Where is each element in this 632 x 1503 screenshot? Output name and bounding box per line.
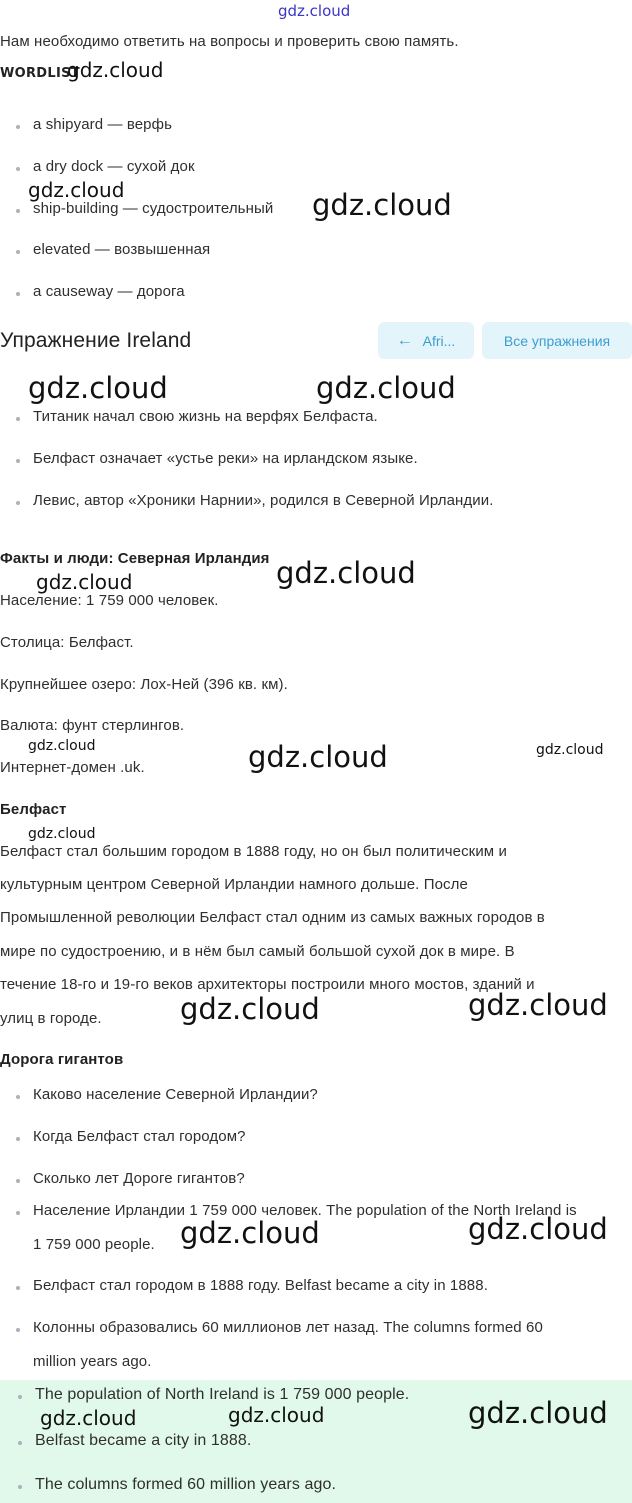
fact-item: Левис, автор «Хроники Нарнии», родился в Северной Ирландии. [33, 492, 494, 509]
watermark: gdz.cloud [248, 740, 388, 774]
question-item: Сколько лет Дороге гигантов? [33, 1170, 245, 1187]
prev-exercise-button[interactable] [378, 322, 474, 359]
watermark: gdz.cloud [468, 988, 608, 1022]
belfast-line: Белфаст стал большим городом в 1888 году, но он был политическим и [0, 843, 507, 860]
watermark: gdz.cloud [468, 1396, 608, 1430]
intro-text: Нам необходимо ответить на вопросы и проверить свою память. [0, 33, 459, 50]
fact-line: Валюта: фунт стерлингов. [0, 717, 185, 734]
answer-box-item: The population of North Ireland is 1 759 000 people. [35, 1386, 410, 1403]
watermark: gdz.cloud [28, 178, 125, 202]
watermark: gdz.cloud [536, 742, 604, 758]
watermark: gdz.cloud [180, 1216, 320, 1250]
wordlist-item: a dry dock — сухой док [33, 158, 195, 175]
answer-item: Колонны образовались 60 миллионов лет назад. The columns formed 60 [33, 1319, 543, 1336]
exercise-title: Упражнение Ireland [0, 329, 192, 352]
prev-exercise-label: Afri... [422, 332, 456, 349]
wordlist-title: WORDLIST [0, 66, 80, 81]
watermark: gdz.cloud [40, 1406, 137, 1430]
answer-item: Население Ирландии 1 759 000 человек. The population of the North Ireland is [33, 1202, 577, 1219]
fact-line: Столица: Белфаст. [0, 634, 134, 651]
watermark: gdz.cloud [180, 992, 320, 1026]
arrow-left-icon: ← [396, 331, 413, 349]
watermark: gdz.cloud [28, 738, 96, 754]
fact-line: Интернет-домен .uk. [0, 759, 145, 776]
watermark: gdz.cloud [28, 371, 168, 405]
wordlist-item: a causeway — дорога [33, 283, 185, 300]
watermark: gdz.cloud [276, 556, 416, 590]
answer-box-item: Belfast became a city in 1888. [35, 1432, 252, 1449]
watermark: gdz.cloud [228, 1403, 325, 1427]
watermark: gdz.cloud [316, 371, 456, 405]
causeway-title: Дорога гигантов [0, 1051, 124, 1068]
watermark: gdz.cloud [468, 1212, 608, 1246]
all-exercises-label: Все упражнения [503, 332, 611, 349]
fact-line: Крупнейшее озеро: Лох-Ней (396 кв. км). [0, 676, 288, 693]
watermark-top: gdz.cloud [278, 2, 351, 20]
wordlist-item: elevated — возвышенная [33, 241, 211, 258]
watermark: gdz.cloud [28, 826, 96, 842]
belfast-line: Промышленной революции Белфаст стал одним из самых важных городов в [0, 909, 545, 926]
watermark: gdz.cloud [312, 188, 452, 222]
belfast-line: течение 18-го и 19-го веков архитекторы построили много мостов, зданий и [0, 976, 535, 993]
fact-line: Население: 1 759 000 человек. [0, 592, 219, 609]
belfast-title: Белфаст [0, 801, 67, 818]
fact-item: Титаник начал свою жизнь на верфях Белфаста. [33, 408, 378, 425]
watermark: gdz.cloud [36, 570, 133, 594]
wordlist-item: a shipyard — верфь [33, 116, 172, 133]
question-item: Когда Белфаст стал городом? [33, 1128, 246, 1145]
answer-item: Белфаст стал городом в 1888 году. Belfast became a city in 1888. [33, 1277, 488, 1294]
wordlist-item: ship-building — судостроительный [33, 200, 274, 217]
question-item: Каково население Северной Ирландии? [33, 1086, 318, 1103]
watermark: gdz.cloud [67, 58, 164, 82]
belfast-line: мире по судостроению, и в нём был самый большой сухой док в мире. В [0, 943, 515, 960]
facts-people-title: Факты и люди: Северная Ирландия [0, 550, 270, 567]
answer-box-item: The columns formed 60 million years ago. [35, 1476, 337, 1493]
answer-item-cont: million years ago. [33, 1353, 152, 1370]
all-exercises-button[interactable] [482, 322, 632, 359]
belfast-line: улиц в городе. [0, 1010, 102, 1027]
answer-item-cont: 1 759 000 people. [33, 1236, 155, 1253]
fact-item: Белфаст означает «устье реки» на ирландском языке. [33, 450, 418, 467]
belfast-line: культурным центром Северной Ирландии намного дольше. После [0, 876, 468, 893]
